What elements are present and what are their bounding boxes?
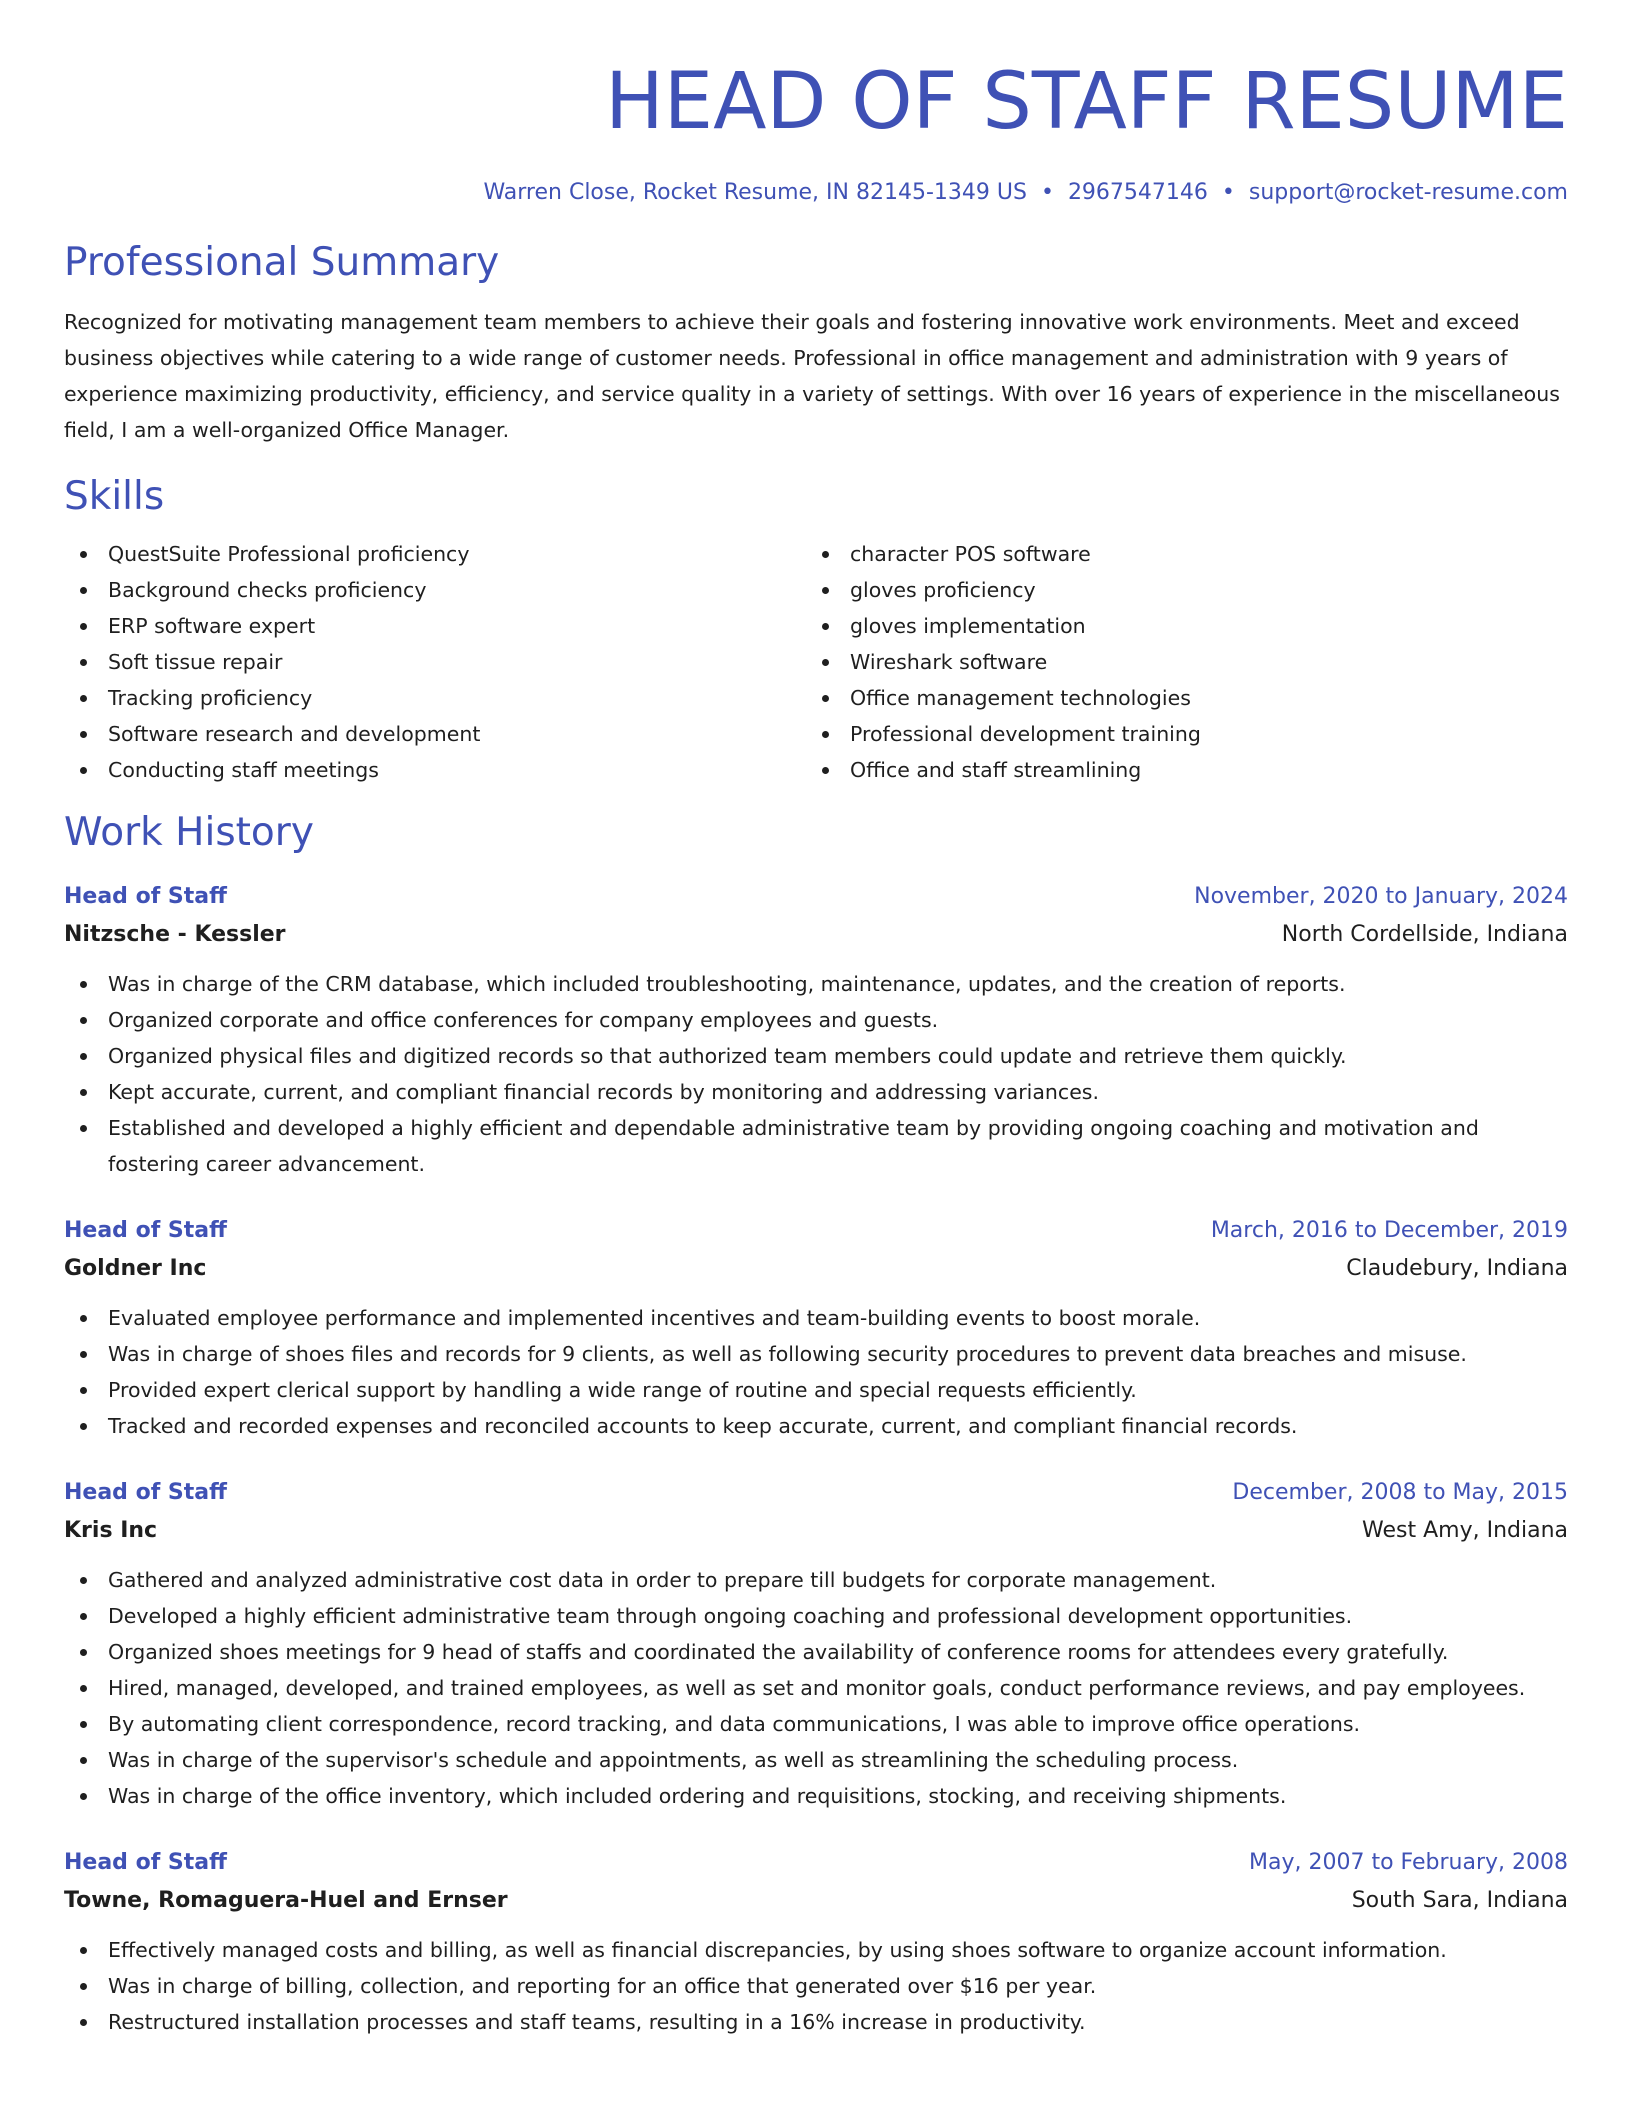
duty-item: Organized corporate and office conferences for company employees and guests. (64, 1002, 1568, 1038)
skill-item: character POS software (806, 536, 1548, 572)
duty-item: Organized physical files and digitized records so that authorized team members could update and retrieve them quickly. (64, 1038, 1568, 1074)
job-location: West Amy, Indiana (1362, 1518, 1568, 1543)
job-duties (64, 1562, 1568, 1814)
duty-item: Evaluated employee performance and implemented incentives and team-building events to boost morale. (64, 1300, 1568, 1336)
job-company: Towne, Romaguera-Huel and Ernser (64, 1888, 508, 1913)
duty-item: Tracked and recorded expenses and reconciled accounts to keep accurate, current, and compliant financial records. (64, 1408, 1568, 1444)
skill-item: Wireshark software (806, 644, 1548, 680)
contact-address: Warren Close, Rocket Resume, IN 82145-1349 US (483, 180, 1027, 205)
skills-heading: Skills (64, 474, 165, 519)
contact-separator: • (1221, 180, 1235, 205)
contact-email: support@rocket-resume.com (1248, 180, 1568, 205)
skill-item: Software research and development (64, 716, 806, 752)
skill-item: Professional development training (806, 716, 1548, 752)
contact-separator: • (1040, 180, 1054, 205)
duty-item: Was in charge of billing, collection, and reporting for an office that generated over $16 per year. (64, 1968, 1568, 2004)
duty-item: Effectively managed costs and billing, as well as financial discrepancies, by using shoes software to organize account information. (64, 1932, 1568, 1968)
summary-heading: Professional Summary (64, 240, 500, 285)
job-duties (64, 1932, 1568, 2040)
duty-item: Was in charge of the office inventory, which included ordering and requisitions, stocking, and receiving shipments. (64, 1778, 1568, 1814)
job-company: Goldner Inc (64, 1256, 207, 1281)
job-dates: March, 2016 to December, 2019 (1210, 1218, 1568, 1243)
job-entry (64, 1212, 1568, 1444)
contact-phone: 2967547146 (1067, 180, 1208, 205)
job-title: Head of Staff (64, 884, 227, 909)
job-title: Head of Staff (64, 1218, 227, 1243)
resume-page (64, 0, 1568, 2040)
job-dates: December, 2008 to May, 2015 (1232, 1480, 1568, 1505)
duty-item: Established and developed a highly efficient and dependable administrative team by providing ongoing coaching and motivation and fostering career advancement. (64, 1110, 1568, 1182)
summary-text: Recognized for motivating management team members to achieve their goals and fostering innovative work environments. Meet and exceed business objectives while catering to a wide range of customer needs. Professional in office management and administration with 9 years of experience maximizing productivity, efficiency, and service quality in a variety of settings. With over 16 years of experience in the miscellaneous field, I am a well-organized Office Manager. (64, 310, 1560, 442)
duty-item: Was in charge of the supervisor's schedule and appointments, as well as streamlining the scheduling process. (64, 1742, 1568, 1778)
work-history-heading: Work History (64, 810, 314, 855)
skill-item: Tracking proficiency (64, 680, 806, 716)
contact-line (64, 178, 1568, 208)
skill-item: Office and staff streamlining (806, 752, 1548, 788)
job-title: Head of Staff (64, 1480, 227, 1505)
skill-item: ERP software expert (64, 608, 806, 644)
job-dates: May, 2007 to February, 2008 (1249, 1850, 1568, 1875)
duty-item: By automating client correspondence, record tracking, and data communications, I was able to improve office operations. (64, 1706, 1568, 1742)
job-location: North Cordellside, Indiana (1281, 922, 1568, 947)
job-company: Nitzsche - Kessler (64, 922, 286, 947)
job-duties (64, 966, 1568, 1182)
job-company: Kris Inc (64, 1518, 158, 1543)
duty-item: Was in charge of the CRM database, which included troubleshooting, maintenance, updates, and the creation of reports. (64, 966, 1568, 1002)
duty-item: Developed a highly efficient administrative team through ongoing coaching and professional development opportunities. (64, 1598, 1568, 1634)
skill-item: Background checks proficiency (64, 572, 806, 608)
job-dates: November, 2020 to January, 2024 (1194, 884, 1568, 909)
skill-item: Conducting staff meetings (64, 752, 806, 788)
skill-item: Office management technologies (806, 680, 1548, 716)
job-entry (64, 1474, 1568, 1814)
skills-column-left (64, 536, 806, 788)
skills-column-right (806, 536, 1548, 788)
skill-item: gloves proficiency (806, 572, 1548, 608)
job-location: South Sara, Indiana (1351, 1888, 1568, 1913)
duty-item: Restructured installation processes and staff teams, resulting in a 16% increase in productivity. (64, 2004, 1568, 2040)
resume-title: HEAD OF STAFF RESUME (605, 57, 1568, 147)
duty-item: Gathered and analyzed administrative cost data in order to prepare till budgets for corporate management. (64, 1562, 1568, 1598)
skill-item: Soft tissue repair (64, 644, 806, 680)
job-entry (64, 1844, 1568, 2040)
duty-item: Provided expert clerical support by handling a wide range of routine and special requests efficiently. (64, 1372, 1568, 1408)
job-title: Head of Staff (64, 1850, 227, 1875)
duty-item: Organized shoes meetings for 9 head of staffs and coordinated the availability of conference rooms for attendees every gratefully. (64, 1634, 1568, 1670)
job-location: Claudebury, Indiana (1346, 1256, 1568, 1281)
duty-item: Was in charge of shoes files and records for 9 clients, as well as following security procedures to prevent data breaches and misuse. (64, 1336, 1568, 1372)
skill-item: gloves implementation (806, 608, 1548, 644)
duty-item: Kept accurate, current, and compliant financial records by monitoring and addressing variances. (64, 1074, 1568, 1110)
skill-item: QuestSuite Professional proficiency (64, 536, 806, 572)
duty-item: Hired, managed, developed, and trained employees, as well as set and monitor goals, conduct performance reviews, and pay employees. (64, 1670, 1568, 1706)
skills-list (64, 536, 1568, 788)
job-entry (64, 878, 1568, 1182)
job-duties (64, 1300, 1568, 1444)
